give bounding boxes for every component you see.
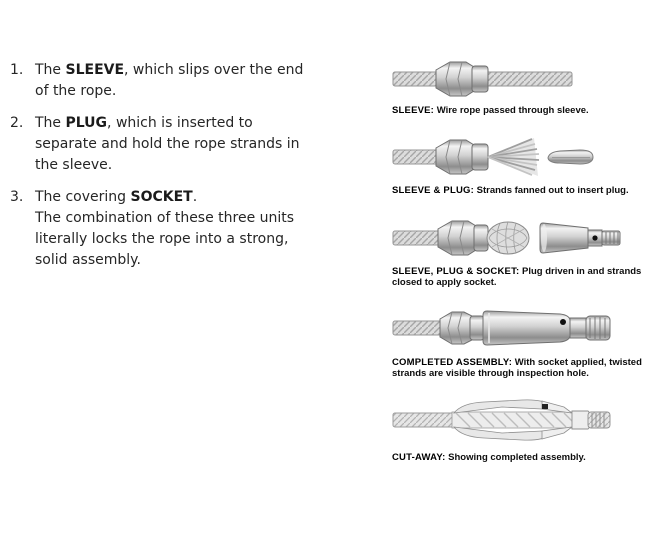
- figure-sleeve-plug: [392, 133, 650, 196]
- list-item-line: separate and hold the rope strands in: [35, 136, 300, 152]
- figure-caption: [392, 105, 650, 116]
- list-item-number: 1.: [10, 62, 24, 78]
- figure-caption-label: COMPLETED ASSEMBLY:: [392, 357, 513, 368]
- list-item-number: 3.: [10, 189, 24, 205]
- list-item-line: The SLEEVE, which slips over the end: [35, 62, 304, 78]
- figure-caption: [392, 266, 650, 288]
- sleeve-plug-socket-illustration: [392, 214, 627, 262]
- figure-caption-label: SLEEVE, PLUG & SOCKET:: [392, 266, 520, 277]
- list-item-line: literally locks the rope into a strong,: [35, 231, 289, 247]
- list-item-line: The covering SOCKET.: [35, 189, 198, 205]
- list-item: [10, 113, 360, 176]
- parts-list: [10, 60, 360, 282]
- cut-away-illustration: [392, 393, 614, 448]
- list-item-line: the sleeve.: [35, 157, 113, 173]
- figure-cut-away: [392, 393, 650, 463]
- list-item: [10, 60, 360, 102]
- list-item-line: The combination of these three units: [35, 210, 295, 226]
- list-item-text: [35, 187, 294, 271]
- figure-completed-assembly: [392, 303, 650, 379]
- figure-caption-label: SLEEVE & PLUG:: [392, 185, 474, 196]
- list-item-text: [35, 113, 300, 176]
- list-item-number: 2.: [10, 115, 24, 131]
- assembly-figures: [392, 55, 650, 515]
- completed-assembly-illustration: [392, 303, 614, 353]
- list-item-text: [35, 60, 303, 102]
- list-item-line: solid assembly.: [35, 252, 141, 268]
- sleeve-illustration: [392, 57, 574, 101]
- figure-sleeve-plug-socket: [392, 214, 650, 288]
- sleeve-plug-illustration: [392, 133, 602, 181]
- figure-caption-label: CUT-AWAY:: [392, 452, 446, 463]
- figure-caption: [392, 357, 650, 379]
- figure-caption-text: Wire rope passed through sleeve.: [434, 105, 589, 116]
- figure-sleeve: [392, 57, 650, 116]
- list-item-line: of the rope.: [35, 83, 117, 99]
- figure-caption-text: Plug driven in and strands closed to apply socket.: [392, 266, 642, 288]
- figure-caption-text: Strands fanned out to insert plug.: [473, 185, 629, 196]
- figure-caption-text: Showing completed assembly.: [445, 452, 586, 463]
- list-item-line: The PLUG, which is inserted to: [35, 115, 253, 131]
- figure-caption-label: SLEEVE:: [392, 105, 435, 116]
- figure-caption: [392, 452, 650, 463]
- figure-caption: [392, 185, 650, 196]
- figure-caption-text: With socket applied, twisted strands are visible through inspection hole.: [392, 357, 642, 379]
- list-item: [10, 187, 360, 271]
